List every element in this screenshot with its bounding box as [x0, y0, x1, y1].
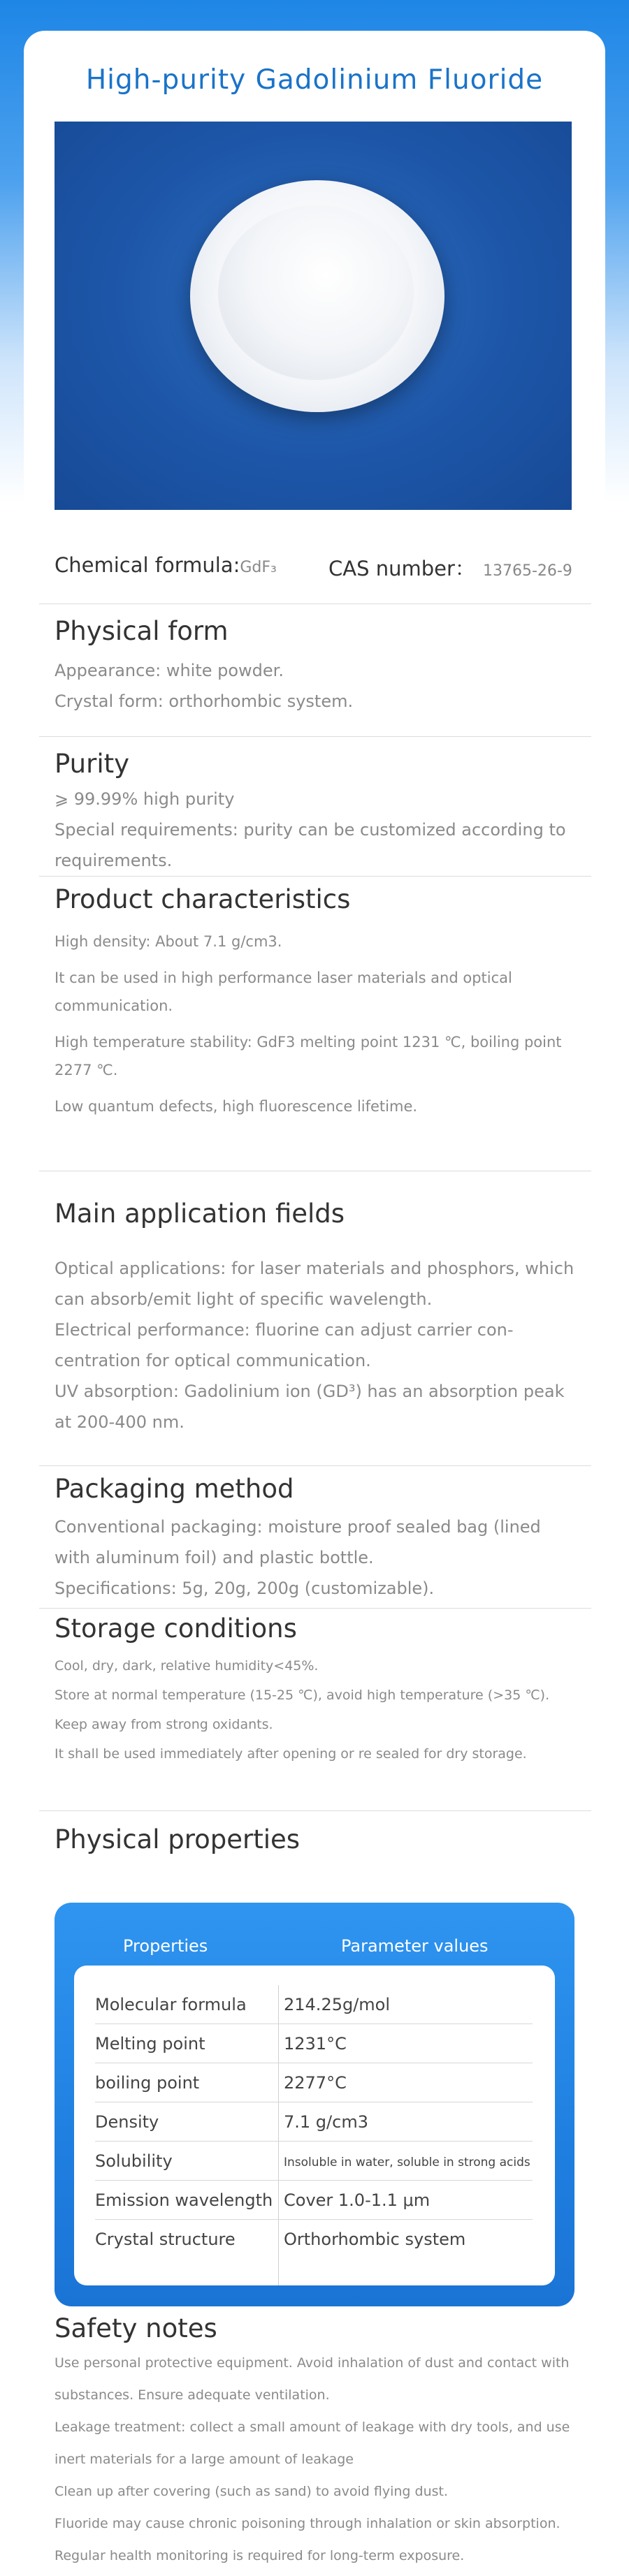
application-line: Optical applications: for laser materials and phosphors, which can absorb/emit light of specific wavelength. — [55, 1259, 574, 1309]
identifier-row — [55, 548, 586, 590]
property-name: boiling point — [95, 2073, 200, 2093]
packaging-line: Conventional packaging: moisture proof sealed bag (lined with aluminum foil) and plastic bottle. — [55, 1517, 541, 1567]
table-row — [95, 2102, 533, 2142]
application-line: Electrical performance: fluorine can adjust carrier con-centration for optical communication. — [55, 1320, 514, 1370]
property-name: Melting point — [95, 2034, 205, 2054]
property-value: Orthorhombic system — [284, 2230, 466, 2249]
section-title-packaging: Packaging method — [55, 1474, 294, 1504]
table-row — [95, 1985, 533, 2024]
cas-label: CAS number： — [328, 557, 475, 580]
table-header-values: Parameter values — [341, 1936, 489, 1956]
section-title-application-fields: Main application fields — [55, 1199, 345, 1229]
section-title-product-characteristics: Product characteristics — [55, 884, 351, 914]
divider — [39, 736, 591, 737]
table-row — [95, 2063, 533, 2102]
safety-line: Clean up after covering (such as sand) to avoid flying dust. — [55, 2484, 449, 2499]
property-value: Cover 1.0-1.1 μm — [284, 2190, 431, 2210]
packaging-line: Specifications: 5g, 20g, 200g (customizable). — [55, 1579, 435, 1598]
divider — [39, 1810, 591, 1811]
divider — [39, 1465, 591, 1466]
property-value: 214.25g/mol — [284, 1995, 391, 2014]
cas-number — [328, 553, 572, 582]
section-title-purity: Purity — [55, 749, 130, 779]
property-value: 7.1 g/cm3 — [284, 2112, 368, 2132]
characteristics-text — [55, 928, 579, 1120]
divider — [39, 876, 591, 877]
packaging-text — [55, 1512, 579, 1604]
section-title-physical-properties: Physical properties — [55, 1824, 301, 1854]
safety-line: Fluoride may cause chronic poisoning through inhalation or skin absorption. — [55, 2516, 561, 2531]
product-image — [55, 122, 572, 510]
application-text — [55, 1253, 579, 1437]
powder-heap — [218, 205, 414, 380]
properties-table-body — [74, 1966, 555, 2285]
purity-line: ⩾ 99.99% high purity — [55, 789, 235, 809]
characteristics-line: It can be used in high performance laser materials and optical communication. — [55, 969, 512, 1014]
safety-text — [55, 2347, 579, 2572]
characteristics-line: High temperature stability: GdF3 melting point 1231 ℃, boiling point 2277 ℃. — [55, 1034, 562, 1078]
physical-form-text — [55, 655, 579, 717]
divider — [39, 1608, 591, 1609]
physical-form-line: Appearance: white powder. — [55, 661, 284, 680]
property-value: Insoluble in water, soluble in strong acids — [284, 2156, 530, 2169]
table-row — [95, 2220, 533, 2259]
characteristics-line: High density: About 7.1 g/cm3. — [55, 933, 282, 950]
product-card — [24, 31, 605, 2563]
storage-line: Cool, dry, dark, relative humidity<45%. — [55, 1658, 319, 1674]
property-value: 1231°C — [284, 2034, 347, 2054]
storage-line: Keep away from strong oxidants. — [55, 1717, 273, 1732]
divider — [39, 603, 591, 604]
formula-value: GdF₃ — [240, 559, 277, 576]
safety-line: Use personal protective equipment. Avoid inhalation of dust and contact with substances. Ensure adequate ventilation. — [55, 2355, 570, 2403]
section-title-storage: Storage conditions — [55, 1613, 297, 1644]
section-title-safety: Safety notes — [55, 2313, 217, 2343]
properties-table — [55, 1903, 574, 2306]
property-name: Crystal structure — [95, 2230, 236, 2249]
table-header-properties: Properties — [123, 1936, 208, 1956]
table-row — [95, 2142, 533, 2181]
purity-text — [55, 784, 579, 876]
property-value: 2277°C — [284, 2073, 347, 2093]
storage-line: Store at normal temperature (15-25 ℃), avoid high temperature (>35 ℃). — [55, 1688, 550, 1703]
purity-line: Special requirements: purity can be customized according to requirements. — [55, 820, 566, 870]
page-title: High-purity Gadolinium Fluoride — [85, 64, 544, 96]
safety-line: Regular health monitoring is required for long-term exposure. — [55, 2548, 465, 2563]
table-row — [95, 2181, 533, 2220]
storage-text — [55, 1651, 579, 1769]
property-name: Emission wavelength — [95, 2190, 273, 2210]
chemical-formula — [55, 553, 277, 577]
property-name: Molecular formula — [95, 1995, 247, 2014]
table-row — [95, 2024, 533, 2063]
formula-label: Chemical formula: — [55, 553, 240, 577]
powder-dish — [190, 180, 444, 412]
storage-line: It shall be used immediately after opening or re sealed for dry storage. — [55, 1746, 527, 1762]
physical-form-line: Crystal form: orthorhombic system. — [55, 691, 354, 711]
property-name: Density — [95, 2112, 159, 2132]
characteristics-line: Low quantum defects, high fluorescence lifetime. — [55, 1098, 418, 1115]
safety-line: Leakage treatment: collect a small amount of leakage with dry tools, and use inert materials for a large amount of leakage — [55, 2420, 570, 2467]
section-title-physical-form: Physical form — [55, 616, 229, 646]
property-name: Solubility — [95, 2151, 173, 2171]
cas-value: 13765-26-9 — [483, 562, 572, 580]
application-line: UV absorption: Gadolinium ion (GD³) has an absorption peak at 200-400 nm. — [55, 1382, 565, 1432]
